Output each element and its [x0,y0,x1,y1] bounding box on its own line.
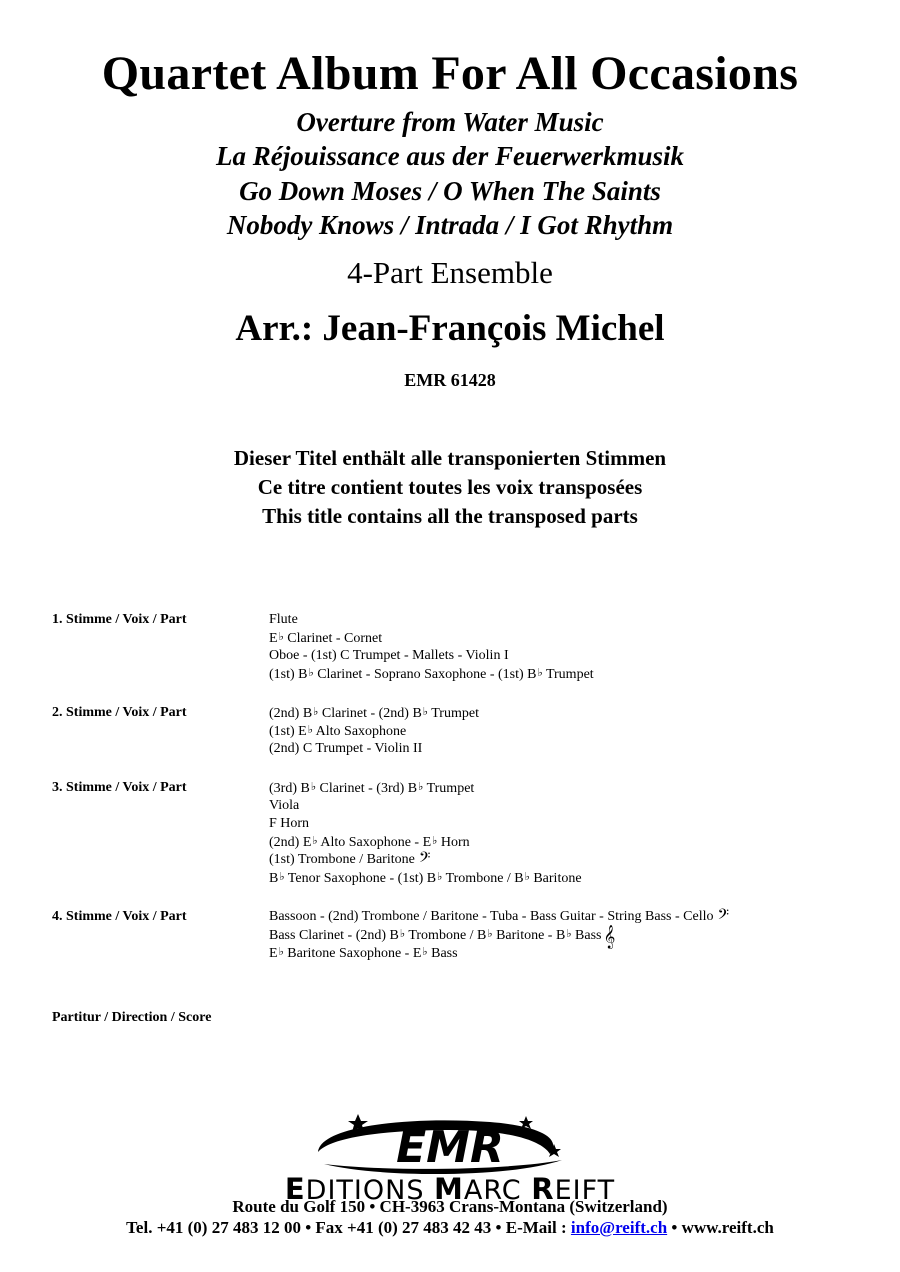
flat-symbol: ♭ [422,946,428,958]
part-1-instrument: (1st) B♭ Clarinet - Soprano Saxophone - (1st) B♭ Trumpet [269,667,594,682]
flat-symbol: ♭ [307,724,313,736]
publisher-name: EDITIONS MARC REIFT [284,1172,616,1206]
flat-symbol: ♭ [308,667,314,679]
transposed-note-german: Dieser Titel enthält alle transponierten Stimmen [233,446,667,470]
transposed-note-english: This title contains all the transposed parts [262,504,638,528]
subtitle-overture: Overture from Water Music [296,107,604,137]
part-3-instrument: (3rd) B♭ Clarinet - (3rd) B♭ Trumpet [269,781,475,796]
flat-symbol: ♭ [310,781,317,793]
treble-clef-icon: 𝄞 [603,926,616,948]
ensemble-label: 4-Part Ensemble [347,255,553,290]
bass-clef-icon: 𝄢 [418,849,431,869]
flat-symbol: ♭ [432,835,438,847]
part-2-label: 2. Stimme / Voix / Part [52,705,187,720]
flat-symbol: ♭ [437,871,443,883]
arranger-credit: Arr.: Jean-François Michel [235,308,665,349]
subtitle-rejouissance: La Réjouissance aus der Feuerwerkmusik [215,141,685,171]
part-4-instrument: E♭ Baritone Saxophone - E♭ Bass [269,946,458,961]
emr-logo [300,1108,600,1180]
flat-symbol: ♭ [566,928,572,940]
flat-symbol: ♭ [278,631,284,643]
transposed-note-french: Ce titre contient toutes les voix transposées [257,475,643,499]
flat-symbol: ♭ [278,946,284,958]
flat-symbol: ♭ [279,871,285,883]
part-3-instrument: B♭ Tenor Saxophone - (1st) B♭ Trombone / B♭ Baritone [269,871,582,886]
bass-clef-icon: 𝄢 [717,906,730,926]
part-3-label: 3. Stimme / Voix / Part [52,780,187,795]
flat-symbol: ♭ [418,781,424,793]
part-2-instrument: (1st) E♭ Alto Saxophone [269,724,407,739]
logo-mark: EMR [396,1122,504,1173]
part-3-instrument: (1st) Trombone / Baritone 𝄢 [269,849,431,869]
part-1-label: 1. Stimme / Voix / Part [52,612,187,627]
page-title: Quartet Album For All Occasions [101,47,799,100]
part-1-instrument: Oboe - (1st) C Trumpet - Mallets - Violin I [269,648,509,663]
publisher-address: Route du Golf 150 • CH-3963 Crans-Montana (Switzerland) [232,1197,668,1216]
email-link[interactable]: info@reift.ch [570,1218,668,1237]
part-3-instrument: (2nd) E♭ Alto Saxophone - E♭ Horn [269,835,470,850]
flat-symbol: ♭ [524,871,530,883]
part-2-instrument: (2nd) C Trumpet - Violin II [269,741,423,756]
flat-symbol: ♭ [312,835,318,847]
part-4-instrument: Bass Clarinet - (2nd) B♭ Trombone / B♭ Baritone - B♭ Bass 𝄞 [269,926,616,948]
flat-symbol: ♭ [313,706,319,718]
part-1-instrument: Flute [269,612,298,627]
part-4-label: 4. Stimme / Voix / Part [52,909,187,924]
part-3-instrument: F Horn [269,816,310,831]
catalog-number: EMR 61428 [404,370,496,390]
flat-symbol: ♭ [399,928,406,940]
subtitle-go-down-moses: Go Down Moses / O When The Saints [239,176,661,206]
flat-symbol: ♭ [487,928,493,940]
part-4-instrument: Bassoon - (2nd) Trombone / Baritone - Tuba - Bass Guitar - String Bass - Cello 𝄢 [269,906,730,926]
part-1-instrument: E♭ Clarinet - Cornet [269,631,383,646]
score-label: Partitur / Direction / Score [52,1010,212,1025]
publisher-contact: Tel. +41 (0) 27 483 12 00 • Fax +41 (0) 27 483 42 43 • E-Mail : info@reift.ch • www.reift.ch [126,1218,774,1237]
subtitle-nobody-knows: Nobody Knows / Intrada / I Got Rhythm [226,210,674,240]
part-3-instrument: Viola [269,798,300,813]
flat-symbol: ♭ [422,706,428,718]
part-2-instrument: (2nd) B♭ Clarinet - (2nd) B♭ Trumpet [269,706,479,721]
flat-symbol: ♭ [537,667,543,679]
